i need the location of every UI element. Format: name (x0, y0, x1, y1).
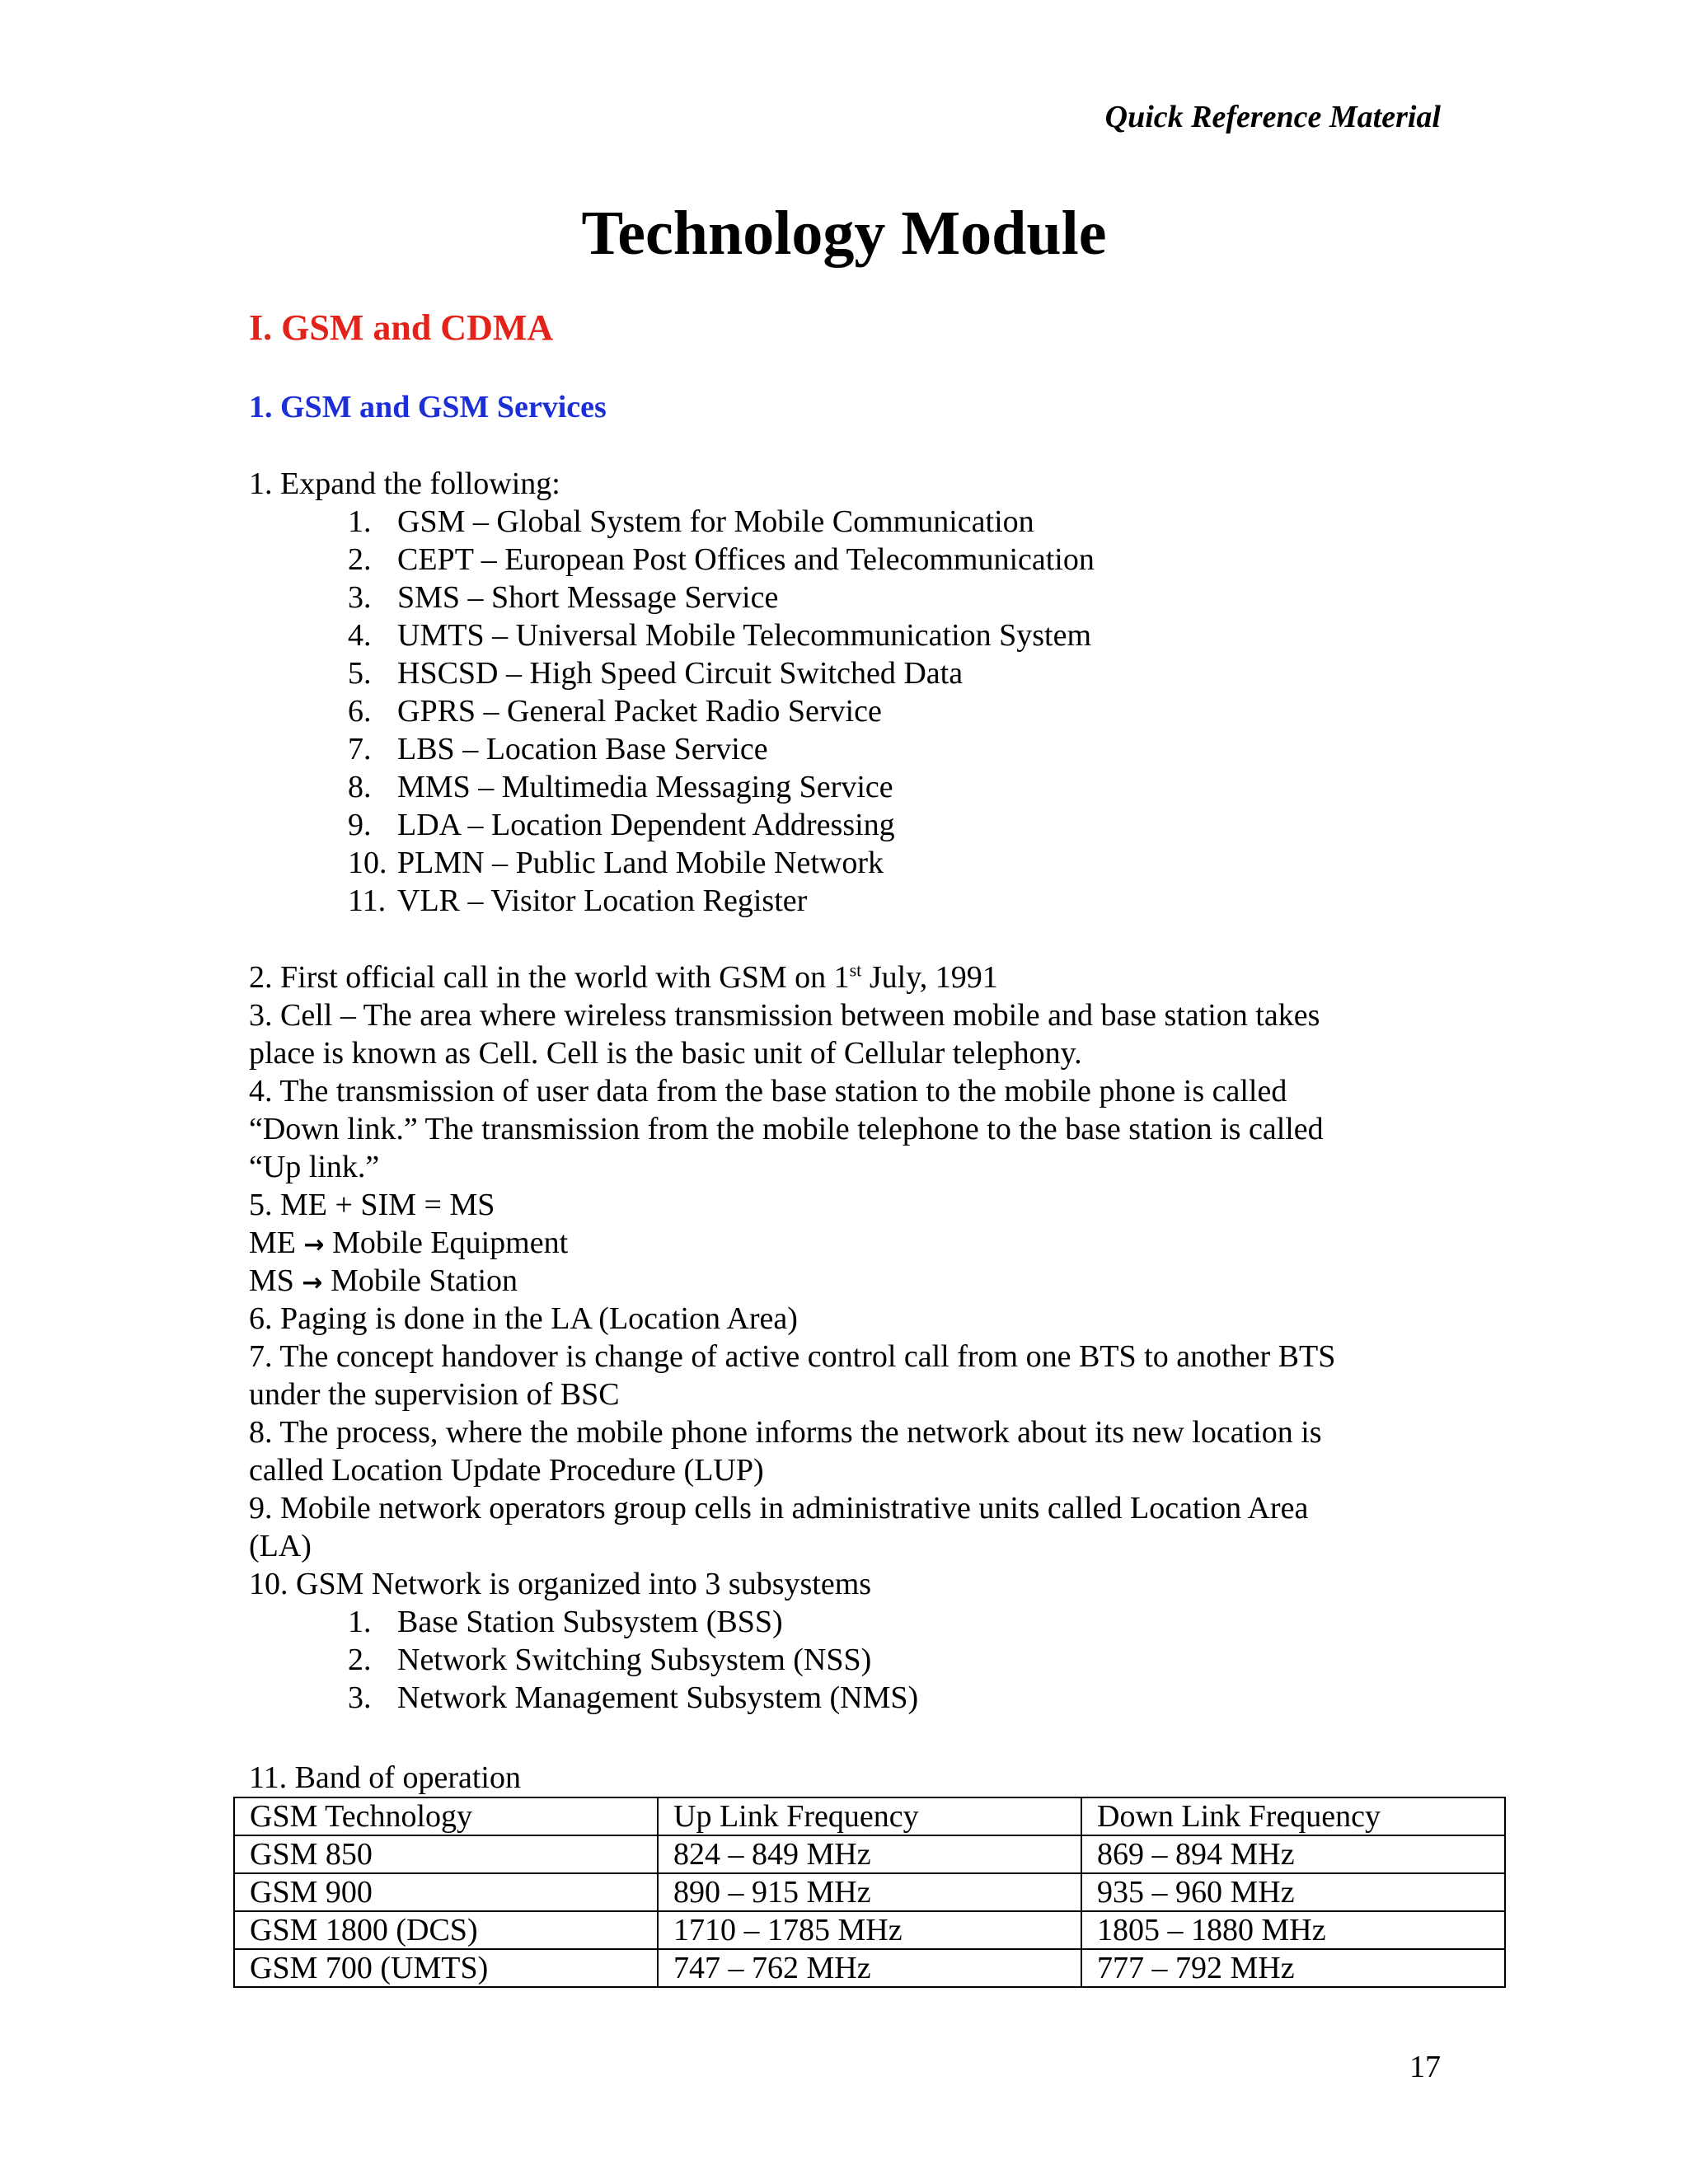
list-item-number: 2. (348, 542, 372, 577)
list-item (348, 844, 884, 882)
list-item-number: 3. (348, 580, 372, 615)
q9-line-2: (LA) (249, 1529, 312, 1563)
list-item-text: UMTS – Universal Mobile Telecommunication System (397, 618, 1092, 653)
table-cell: 824 – 849 MHz (658, 1835, 1081, 1873)
table-cell: GSM 850 (234, 1835, 658, 1873)
q1-intro: 1. Expand the following: (249, 466, 560, 501)
q11-intro: 11. Band of operation (249, 1760, 521, 1795)
band-table (233, 1797, 1506, 1988)
table-row (234, 1873, 1505, 1911)
list-item (348, 654, 963, 692)
subsection-heading: 1. GSM and GSM Services (249, 390, 607, 424)
q5-me-line (249, 1224, 568, 1264)
q7-line-1: 7. The concept handover is change of active control call from one BTS to another BTS (249, 1339, 1336, 1374)
q9-line-1: 9. Mobile network operators group cells in administrative units called Location Area (249, 1491, 1309, 1526)
q7-line-2: under the supervision of BSC (249, 1377, 620, 1412)
list-item (348, 1603, 783, 1641)
list-item-text: Base Station Subsystem (BSS) (397, 1605, 783, 1639)
q8-line-1: 8. The process, where the mobile phone informs the network about its new location is (249, 1415, 1322, 1450)
q2-before: 2. First official call in the world with GSM on 1 (249, 960, 850, 995)
list-item (348, 541, 1095, 579)
q3-line-1: 3. Cell – The area where wireless transmission between mobile and base station takes (249, 998, 1320, 1033)
list-item-text: VLR – Visitor Location Register (397, 883, 808, 918)
table-cell: 747 – 762 MHz (658, 1949, 1081, 1987)
table-header-cell: GSM Technology (234, 1797, 658, 1835)
q5-me-text: Mobile Equipment (332, 1226, 569, 1260)
list-item-text: MMS – Multimedia Messaging Service (397, 770, 893, 804)
list-item-number: 7. (348, 732, 372, 766)
table-cell: 1805 – 1880 MHz (1081, 1911, 1505, 1949)
table-cell: 890 – 915 MHz (658, 1873, 1081, 1911)
list-item-text: PLMN – Public Land Mobile Network (397, 846, 884, 880)
list-item (348, 579, 778, 616)
list-item-text: SMS – Short Message Service (397, 580, 779, 615)
list-item-text: GPRS – General Packet Radio Service (397, 694, 882, 729)
list-item-number: 2. (348, 1643, 372, 1677)
list-item-text: LDA – Location Dependent Addressing (397, 808, 895, 842)
section-heading: I. GSM and CDMA (249, 307, 554, 348)
list-item-number: 10. (348, 846, 387, 880)
table-cell: 1710 – 1785 MHz (658, 1911, 1081, 1949)
list-item (348, 730, 768, 768)
list-item (348, 806, 895, 844)
q8-line-2: called Location Update Procedure (LUP) (249, 1453, 764, 1488)
list-item (348, 882, 807, 920)
q5-ms-line (249, 1262, 518, 1302)
list-item (348, 503, 1034, 541)
list-item-text: LBS – Location Base Service (397, 732, 768, 766)
list-item (348, 1679, 918, 1717)
table-header-cell: Down Link Frequency (1081, 1797, 1505, 1835)
table-cell: GSM 900 (234, 1873, 658, 1911)
q2-after: July, 1991 (861, 960, 998, 995)
list-item-number: 6. (348, 694, 372, 729)
list-item (348, 692, 882, 730)
list-item-text: GSM – Global System for Mobile Communication (397, 504, 1034, 539)
q4-line-2: “Down link.” The transmission from the mobile telephone to the base station is called (249, 1112, 1324, 1146)
q5-ms-abbr: MS (249, 1263, 294, 1298)
table-cell: 869 – 894 MHz (1081, 1835, 1505, 1873)
table-header-row (234, 1797, 1505, 1835)
q3-line-2: place is known as Cell. Cell is the basic unit of Cellular telephony. (249, 1036, 1082, 1071)
table-cell: GSM 700 (UMTS) (234, 1949, 658, 1987)
page-number: 17 (1409, 2050, 1441, 2084)
q4-line-3: “Up link.” (249, 1150, 380, 1184)
table-cell: 935 – 960 MHz (1081, 1873, 1505, 1911)
page-title: Technology Module (581, 199, 1107, 268)
q6-text: 6. Paging is done in the LA (Location Area) (249, 1301, 798, 1336)
q5-me-abbr: ME (249, 1226, 296, 1260)
list-item (348, 616, 1091, 654)
list-item-number: 5. (348, 656, 372, 691)
list-item-text: Network Switching Subsystem (NSS) (397, 1643, 872, 1677)
table-cell: GSM 1800 (DCS) (234, 1911, 658, 1949)
q2-superscript: st (849, 959, 862, 981)
list-item-text: HSCSD – High Speed Circuit Switched Data (397, 656, 964, 691)
arrow-right-icon: → (302, 1268, 323, 1297)
list-item-number: 1. (348, 1605, 372, 1639)
list-item-number: 8. (348, 770, 372, 804)
list-item-number: 3. (348, 1680, 372, 1715)
q2-text (249, 958, 998, 996)
list-item-text: CEPT – European Post Offices and Telecommunication (397, 542, 1095, 577)
list-item (348, 768, 893, 806)
table-row (234, 1835, 1505, 1873)
running-header: Quick Reference Material (1104, 100, 1441, 134)
table-cell: 777 – 792 MHz (1081, 1949, 1505, 1987)
list-item-number: 11. (348, 883, 387, 918)
list-item (348, 1641, 871, 1679)
table-row (234, 1949, 1505, 1987)
arrow-right-icon: → (303, 1230, 325, 1259)
table-header-cell: Up Link Frequency (658, 1797, 1081, 1835)
list-item-number: 9. (348, 808, 372, 842)
list-item-number: 4. (348, 618, 372, 653)
table-row (234, 1911, 1505, 1949)
list-item-number: 1. (348, 504, 372, 539)
q5-line-1: 5. ME + SIM = MS (249, 1188, 495, 1222)
q4-line-1: 4. The transmission of user data from the base station to the mobile phone is called (249, 1074, 1287, 1108)
list-item-text: Network Management Subsystem (NMS) (397, 1680, 919, 1715)
q5-ms-text: Mobile Station (331, 1263, 518, 1298)
q10-intro: 10. GSM Network is organized into 3 subsystems (249, 1567, 872, 1601)
